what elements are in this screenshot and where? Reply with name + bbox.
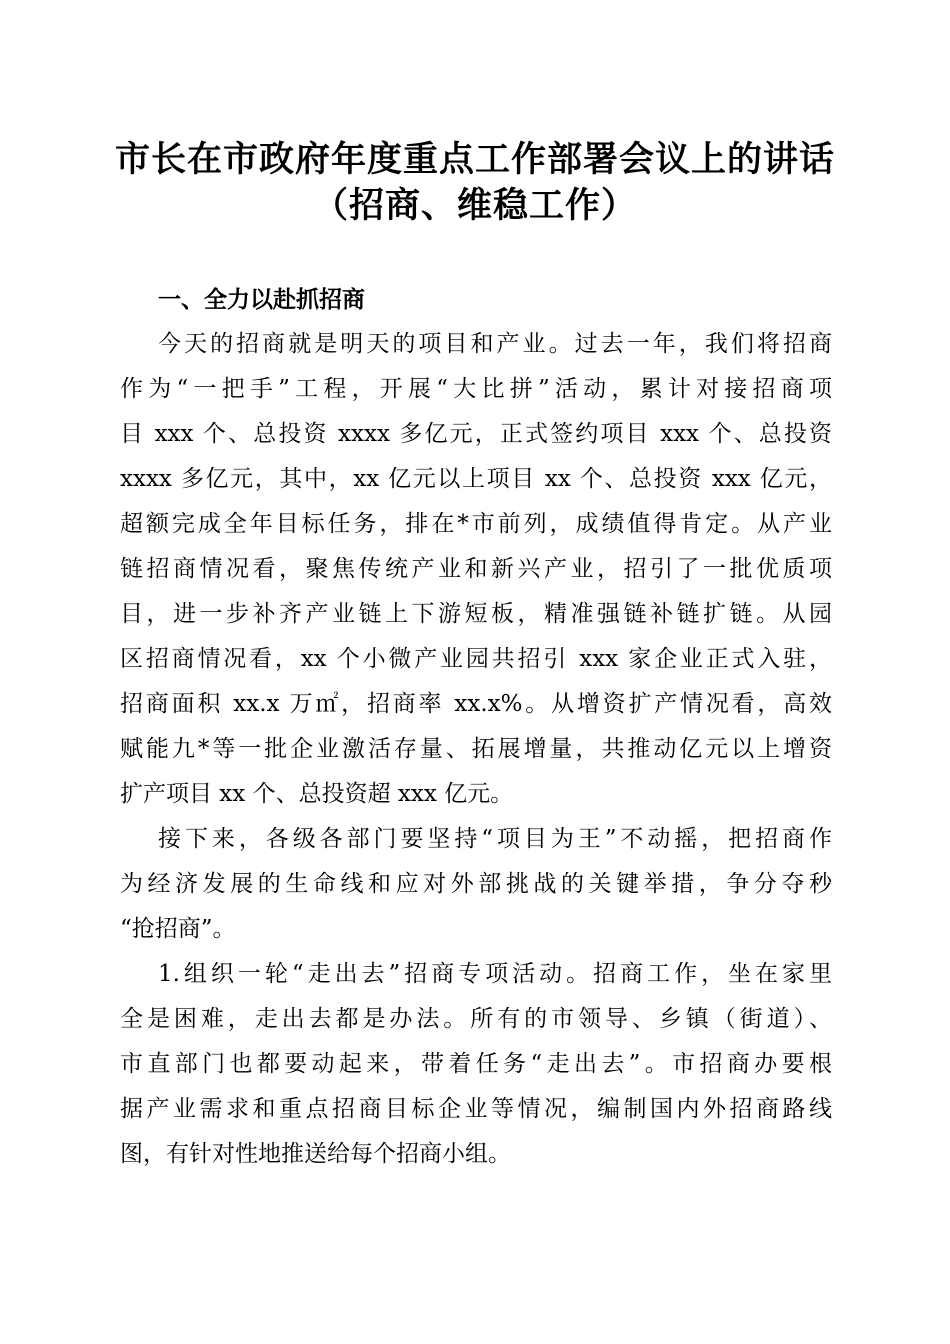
paragraph-line: 目，进一步补齐产业链上下游短板，精准强链补链扩链。从园 (120, 601, 832, 627)
paragraph-line: 招商面积 xx.x 万㎡，招商率 xx.x%。从增资扩产情况看，高效 (120, 691, 832, 717)
paragraph-line: 目 xxx 个、总投资 xxxx 多亿元，正式签约项目 xxx 个、总投资 (120, 421, 832, 447)
paragraph-line: 今天的招商就是明天的项目和产业。过去一年，我们将招商 (158, 331, 832, 357)
paragraph-line: 链招商情况看，聚焦传统产业和新兴产业，招引了一批优质项 (120, 556, 832, 582)
paragraph-line: 赋能九*等一批企业激活存量、拓展增量，共推动亿元以上增资 (120, 736, 832, 762)
paragraph-line: xxxx 多亿元，其中，xx 亿元以上项目 xx 个、总投资 xxx 亿元， (120, 466, 832, 492)
document-subtitle: （招商、维稳工作） (312, 185, 637, 226)
paragraph-line: “抢招商”。 (120, 916, 236, 942)
paragraph-line: 据产业需求和重点招商目标企业等情况，编制国内外招商路线 (120, 1096, 832, 1122)
paragraph-line: 区招商情况看，xx 个小微产业园共招引 xxx 家企业正式入驻， (120, 646, 832, 672)
paragraph-line: 市直部门也都要动起来，带着任务“走出去”。市招商办要根 (120, 1051, 832, 1077)
paragraph-line: 扩产项目 xx 个、总投资超 xxx 亿元。 (120, 781, 514, 807)
paragraph-line: 图，有针对性地推送给每个招商小组。 (120, 1141, 511, 1167)
paragraph-line: 全是困难，走出去都是办法。所有的市领导、乡镇（街道）、 (120, 1006, 832, 1032)
section-heading: 一、全力以赴抓招商 (158, 287, 365, 313)
paragraph-line: 1.组织一轮“走出去”招商专项活动。招商工作，坐在家里 (158, 961, 832, 987)
paragraph-line: 超额完成全年目标任务，排在*市前列，成绩值得肯定。从产业 (120, 511, 832, 537)
document-title: 市长在市政府年度重点工作部署会议上的讲话 (114, 139, 835, 180)
paragraph-line: 作为“一把手”工程，开展“大比拼”活动，累计对接招商项 (120, 376, 832, 402)
paragraph-line: 为经济发展的生命线和应对外部挑战的关键举措，争分夺秒 (120, 871, 832, 897)
paragraph-line: 接下来，各级各部门要坚持“项目为王”不动摇，把招商作 (158, 826, 832, 852)
